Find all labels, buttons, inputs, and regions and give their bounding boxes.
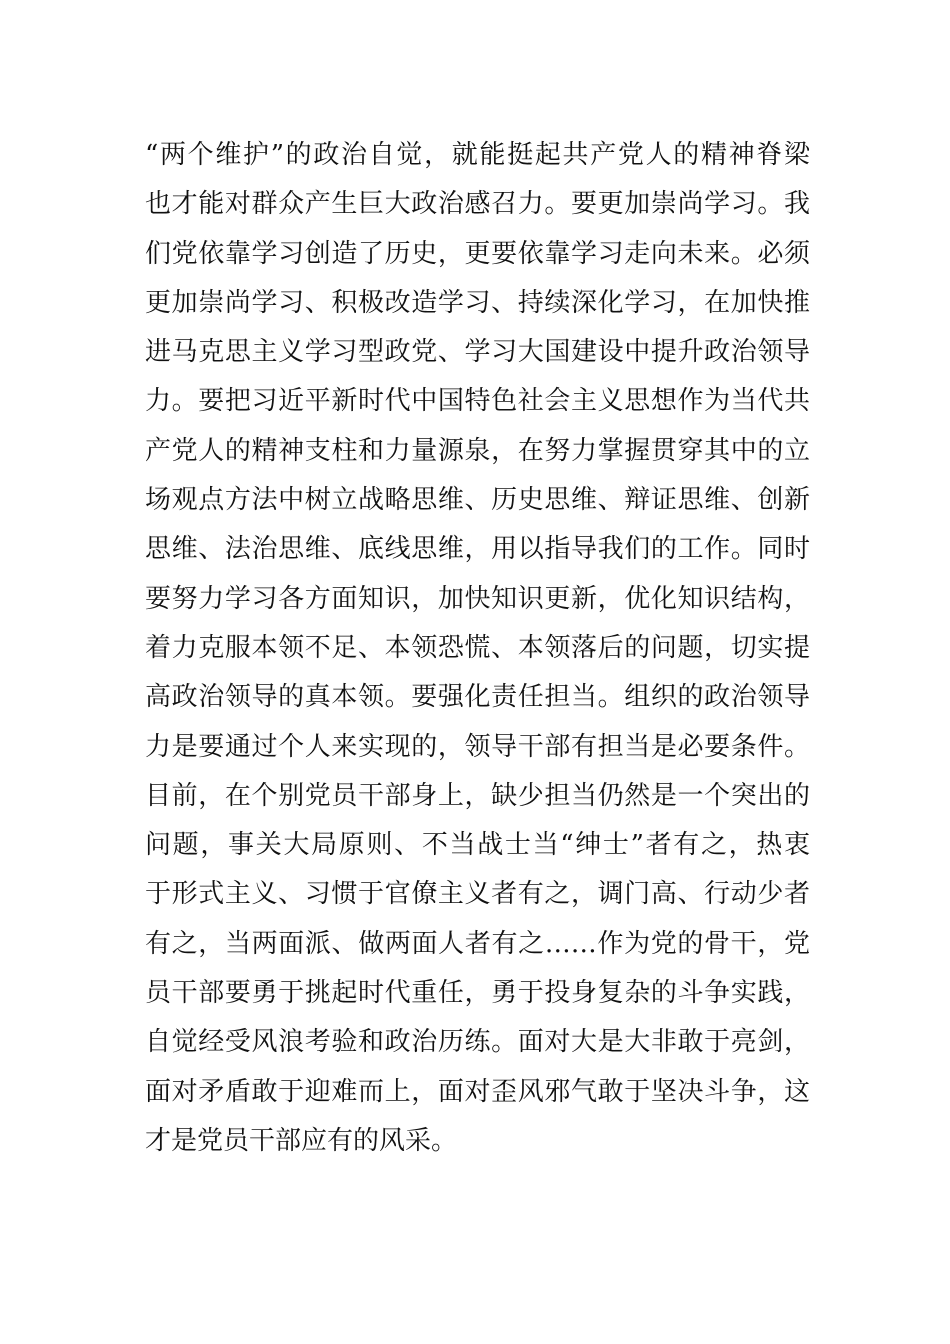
text-line: 力。要把习近平新时代中国特色社会主义思想作为当代共 — [145, 386, 810, 417]
text-line: 有之，当两面派、做两面人者有之……作为党的骨干，党 — [145, 928, 810, 959]
text-line: 更加崇尚学习、积极改造学习、持续深化学习，在加快推 — [145, 287, 810, 318]
text-line: 要努力学习各方面知识，加快知识更新，优化知识结构， — [145, 583, 810, 614]
text-line: 面对矛盾敢于迎难而上，面对歪风邪气敢于坚决斗争，这 — [145, 1076, 810, 1107]
text-line: 高政治领导的真本领。要强化责任担当。组织的政治领导 — [145, 682, 810, 713]
text-line: 也才能对群众产生巨大政治感召力。要更加崇尚学习。我 — [145, 189, 810, 220]
text-line: 力是要通过个人来实现的，领导干部有担当是必要条件。 — [145, 731, 810, 762]
text-line: 场观点方法中树立战略思维、历史思维、辩证思维、创新 — [145, 485, 810, 516]
text-line: 思维、法治思维、底线思维，用以指导我们的工作。同时 — [145, 534, 810, 565]
text-line-final: 才是党员干部应有的风采。 — [145, 1125, 458, 1156]
body-paragraph — [145, 131, 810, 1166]
text-line: 进马克思主义学习型政党、学习大国建设中提升政治领导 — [145, 337, 810, 368]
text-line: 于形式主义、习惯于官僚主义者有之，调门高、行动少者 — [145, 879, 810, 910]
text-line: “两个维护”的政治自觉，就能挺起共产党人的精神脊梁 — [145, 140, 810, 170]
text-line: 目前，在个别党员干部身上，缺少担当仍然是一个突出的 — [145, 780, 810, 811]
text-line: 问题，事关大局原则、不当战士当“绅士”者有之，热衷 — [145, 830, 810, 861]
text-line: 们党依靠学习创造了历史，更要依靠学习走向未来。必须 — [145, 238, 810, 269]
text-line: 自觉经受风浪考验和政治历练。面对大是大非敢于亮剑， — [145, 1027, 810, 1058]
text-line: 员干部要勇于挑起时代重任，勇于投身复杂的斗争实践， — [145, 978, 810, 1009]
text-line: 产党人的精神支柱和力量源泉，在努力掌握贯穿其中的立 — [145, 435, 810, 466]
text-line: 着力克服本领不足、本领恐慌、本领落后的问题，切实提 — [145, 632, 810, 663]
